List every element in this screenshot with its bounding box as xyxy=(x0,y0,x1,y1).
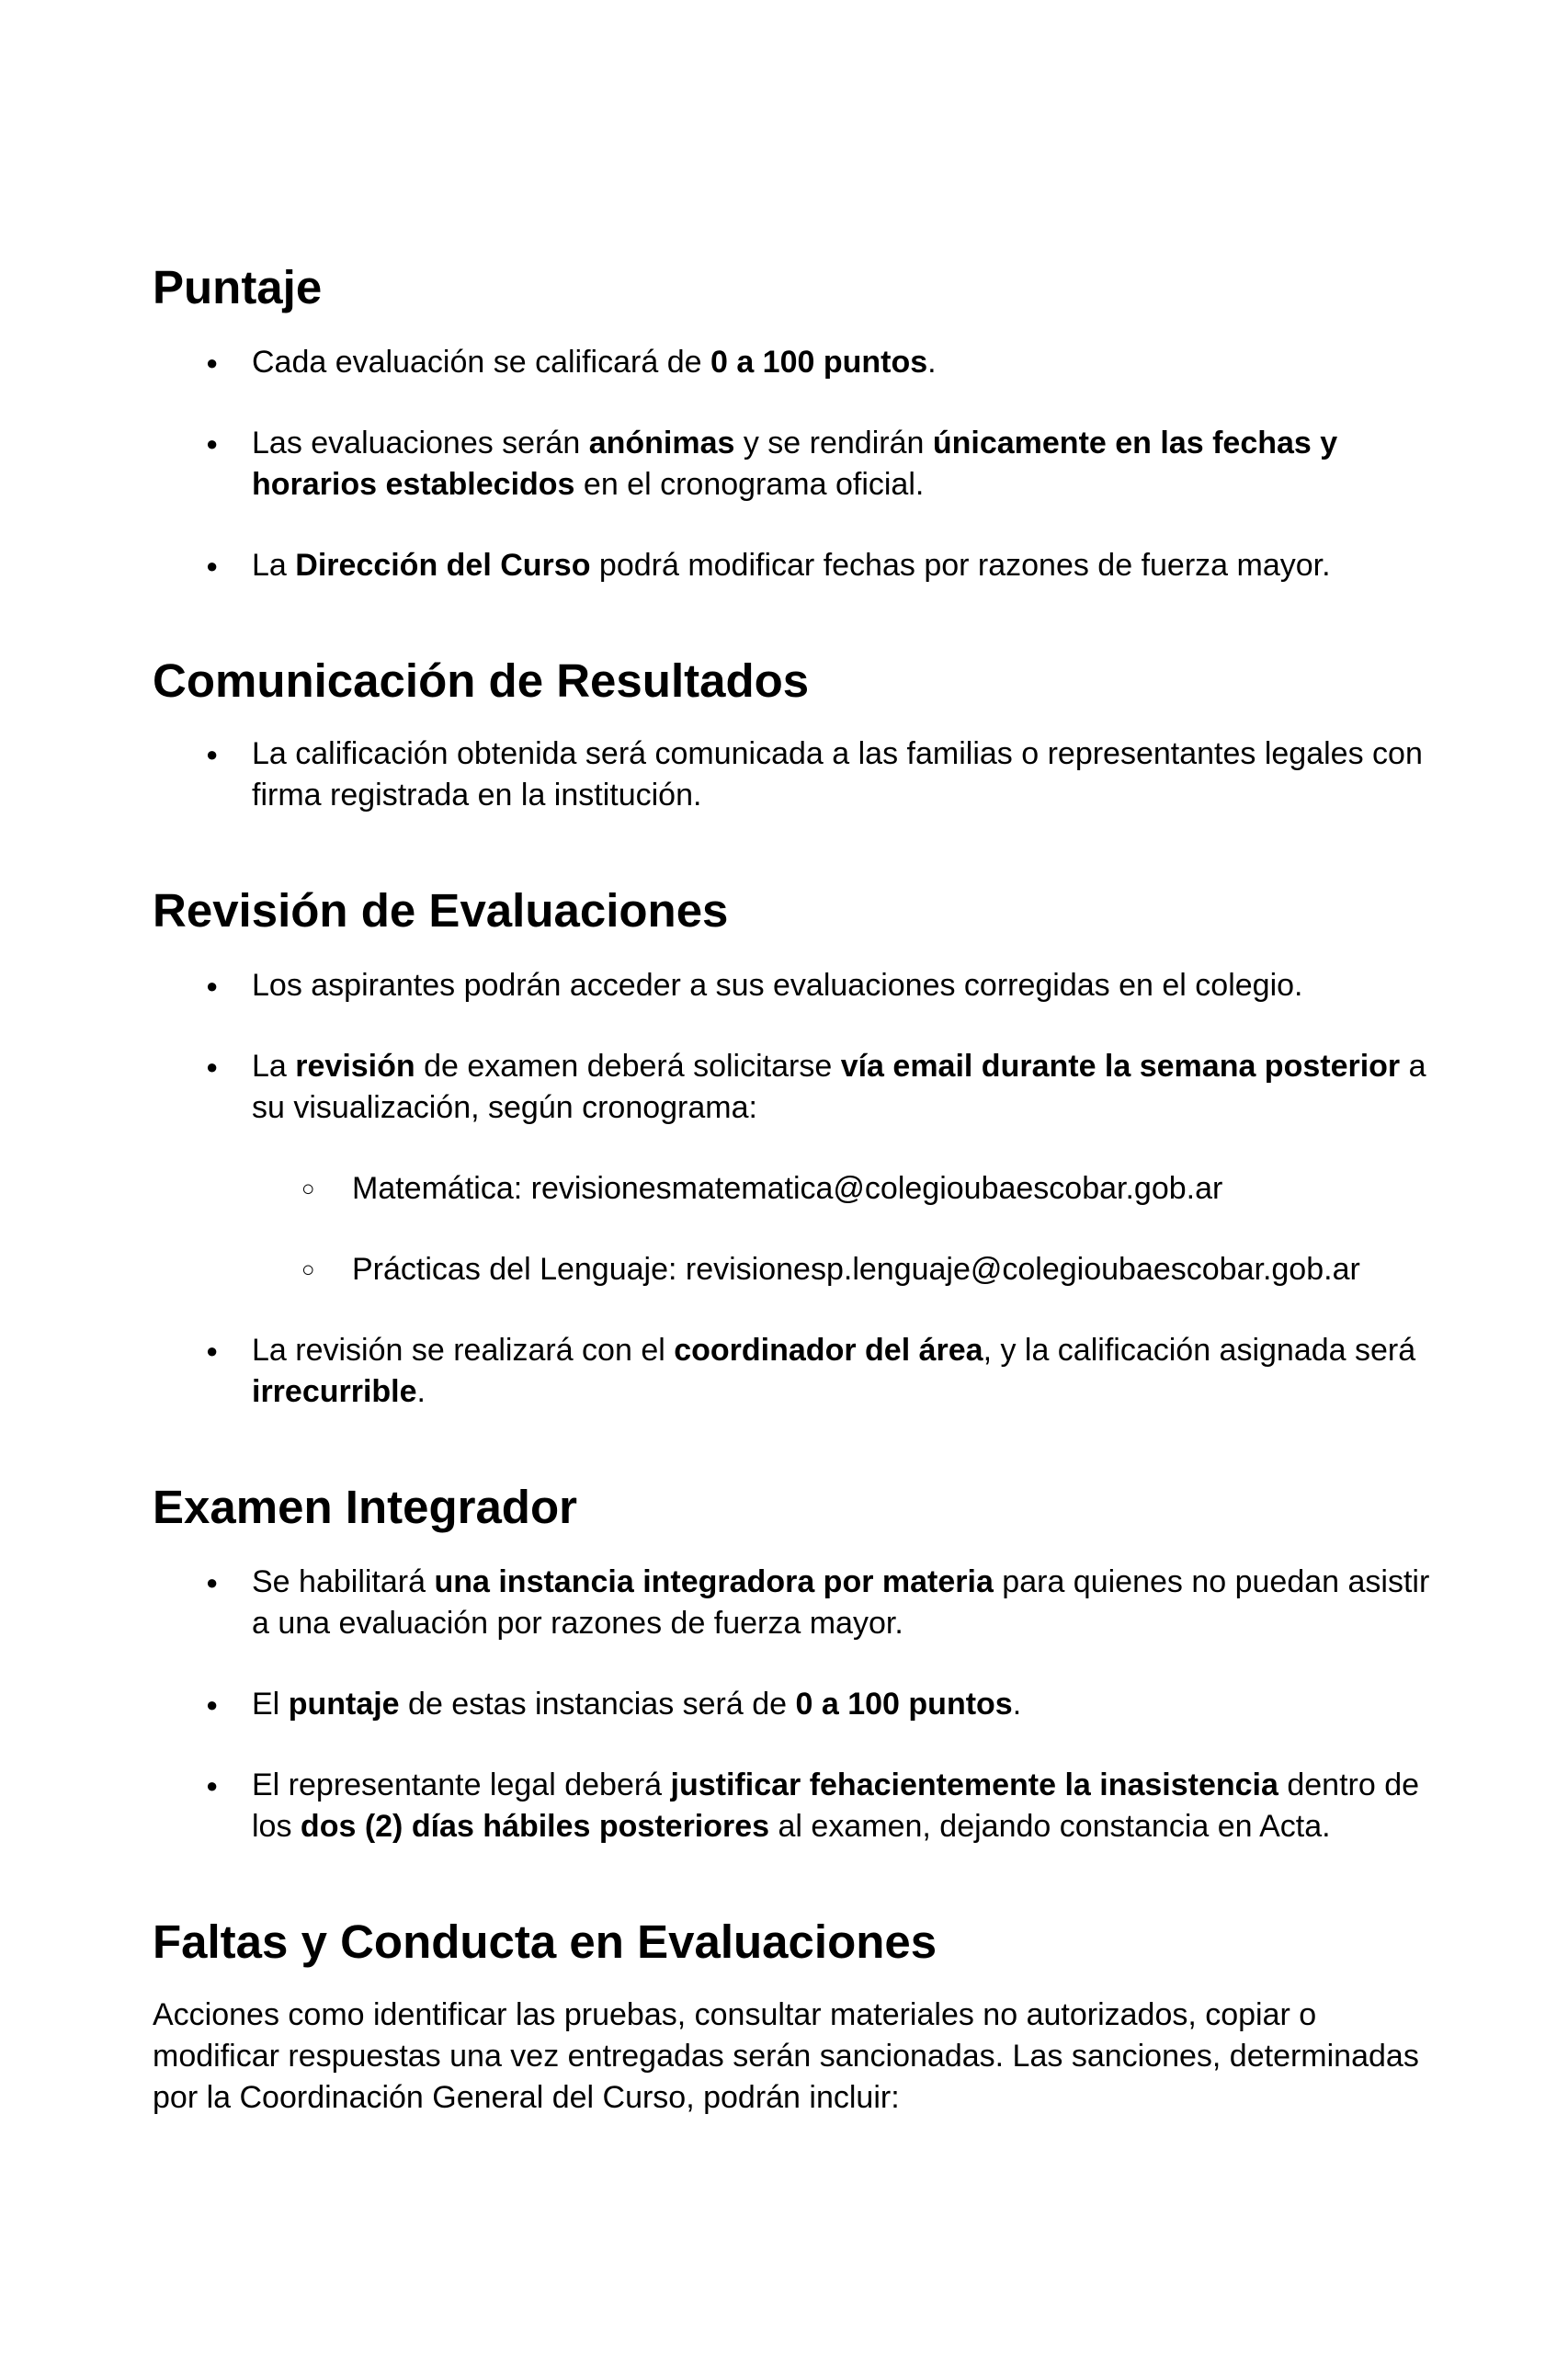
bullet-icon: ● xyxy=(206,974,219,997)
item-text: La revisión se realizará con el xyxy=(252,1333,675,1368)
section-heading: Puntaje xyxy=(153,261,323,313)
item-text: . xyxy=(416,1374,426,1409)
item-text: Se habilitará xyxy=(252,1564,435,1599)
section-integrador xyxy=(153,1481,1439,1847)
item-bold: irrecurrible xyxy=(252,1374,417,1409)
section-heading: Faltas y Conducta en Evaluaciones xyxy=(153,1915,937,1968)
item-text: y se rendirán xyxy=(734,426,933,460)
item-bold: dos (2) días hábiles posteriores xyxy=(300,1809,770,1844)
item-text: en el cronograma oficial. xyxy=(574,467,925,502)
bullet-icon: ● xyxy=(206,1339,219,1362)
item-text: . xyxy=(927,345,937,380)
list-item xyxy=(153,1330,1439,1413)
section-faltas xyxy=(153,1915,1439,2119)
email-contact: Matemática: revisionesmatematica@colegioubaescobar.gob.ar xyxy=(352,1171,1223,1206)
item-bold: revisión xyxy=(295,1049,415,1084)
circle-bullet-icon: ○ xyxy=(301,1176,315,1201)
item-text: El representante legal deberá xyxy=(252,1768,671,1802)
item-bold: vía email durante la semana posterior xyxy=(840,1049,1401,1084)
bullet-icon: ● xyxy=(206,1055,219,1078)
item-bold: únicamente en las fechas y horarios establecidos xyxy=(252,426,1338,502)
item-text: para quienes no puedan asistir a una evaluación por razones de fuerza mayor. xyxy=(252,1564,1430,1641)
bullet-icon: ● xyxy=(206,554,219,577)
item-bold: 0 a 100 puntos xyxy=(795,1687,1013,1722)
section-revision xyxy=(153,884,1439,1413)
item-text: de examen deberá solicitarse xyxy=(415,1049,841,1084)
list-item xyxy=(153,545,1439,586)
bullet-icon: ● xyxy=(206,432,219,455)
bullet-icon: ● xyxy=(206,743,219,766)
bullet-icon: ● xyxy=(206,351,219,374)
document-page xyxy=(153,261,1439,2119)
section-puntaje xyxy=(153,261,1439,586)
item-bold: justificar fehacientemente la inasistencia xyxy=(670,1768,1278,1802)
section-heading: Examen Integrador xyxy=(153,1481,577,1533)
list-item xyxy=(153,965,1439,1006)
item-text: , y la calificación asignada será xyxy=(983,1333,1416,1368)
item-bold: 0 a 100 puntos xyxy=(710,345,928,380)
item-bold: coordinador del área xyxy=(674,1333,983,1368)
section-heading: Comunicación de Resultados xyxy=(153,654,810,707)
item-text: a su visualización, según cronograma: xyxy=(252,1049,1426,1125)
list-item xyxy=(153,1684,1439,1725)
item-text: . xyxy=(1012,1687,1022,1722)
item-bold: una instancia integradora por materia xyxy=(434,1564,994,1599)
sub-list-item xyxy=(153,1249,1439,1290)
item-bold: Dirección del Curso xyxy=(295,548,591,583)
item-text: Cada evaluación se calificará de xyxy=(252,345,710,380)
section-paragraph: Acciones como identificar las pruebas, consultar materiales no autorizados, copiar o modificar respuestas una vez entregadas serán sancionadas. Las sanciones, determinadas por la Coordinación General del Curso, podrán incluir: xyxy=(153,1997,1419,2115)
section-heading: Revisión de Evaluaciones xyxy=(153,884,729,937)
bullet-list xyxy=(153,965,1439,1413)
item-text: al examen, dejando constancia en Acta. xyxy=(769,1809,1331,1844)
item-text: de estas instancias será de xyxy=(399,1687,796,1722)
sub-list-item xyxy=(153,1168,1439,1210)
list-item xyxy=(153,423,1439,506)
bullet-list xyxy=(153,342,1439,586)
item-text: El xyxy=(252,1687,289,1722)
item-text: Los aspirantes podrán acceder a sus evaluaciones corregidas en el colegio. xyxy=(252,968,1303,1003)
email-contact: Prácticas del Lenguaje: revisionesp.lenguaje@colegioubaescobar.gob.ar xyxy=(352,1252,1360,1287)
bullet-icon: ● xyxy=(206,1571,219,1594)
list-item xyxy=(153,733,1439,816)
bullet-icon: ● xyxy=(206,1693,219,1716)
list-item xyxy=(153,1562,1439,1644)
item-text: dentro de los xyxy=(252,1768,1420,1844)
bullet-icon: ● xyxy=(206,1774,219,1797)
item-text: La xyxy=(252,548,296,583)
item-text: La xyxy=(252,1049,296,1084)
circle-bullet-icon: ○ xyxy=(301,1257,315,1282)
bullet-list xyxy=(153,733,1439,816)
list-item xyxy=(153,1046,1439,1290)
item-bold: puntaje xyxy=(288,1687,400,1722)
sub-list xyxy=(153,1168,1439,1290)
bullet-list xyxy=(153,1562,1439,1847)
list-item xyxy=(153,1765,1439,1847)
item-text: La calificación obtenida será comunicada a las familias o representantes legales con firma registrada en la institución. xyxy=(252,736,1423,813)
list-item xyxy=(153,342,1439,383)
item-bold: anónimas xyxy=(588,426,735,460)
item-text: podrá modificar fechas por razones de fuerza mayor. xyxy=(590,548,1331,583)
item-text: Las evaluaciones serán xyxy=(252,426,589,460)
section-comunicacion xyxy=(153,654,1439,816)
